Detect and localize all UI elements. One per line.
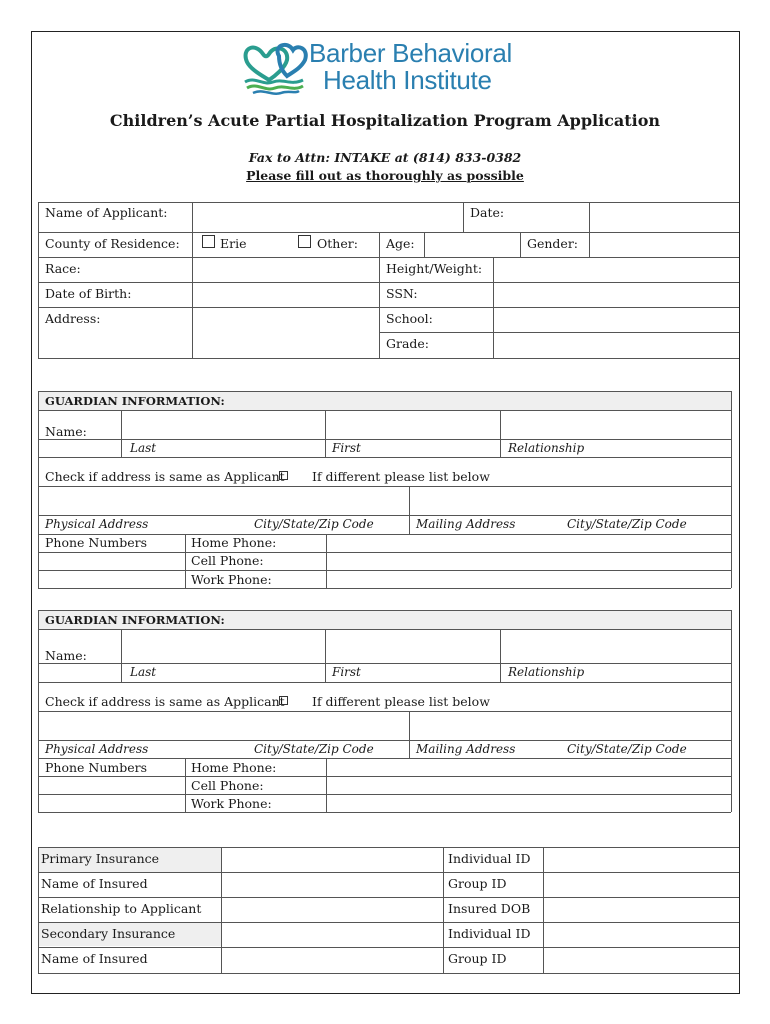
table-line	[38, 588, 731, 589]
home-phone-label: Home Phone:	[191, 760, 277, 775]
first-label: First	[332, 441, 361, 455]
table-line	[38, 358, 739, 359]
table-line	[379, 232, 380, 358]
table-line	[325, 629, 326, 682]
race-label: Race:	[45, 261, 81, 276]
table-line	[38, 570, 731, 571]
same-address-checkbox[interactable]	[279, 471, 288, 480]
relationship-label: Relationship	[508, 665, 585, 679]
table-line	[38, 282, 739, 283]
table-line	[38, 515, 731, 516]
table-line	[38, 973, 739, 974]
other-checkbox[interactable]	[298, 235, 311, 248]
insurance-label: Insured DOB	[448, 901, 531, 916]
table-line	[38, 202, 39, 358]
fill-instructions: Please fill out as thoroughly as possible	[246, 168, 524, 183]
physical-address-label: Physical Address	[45, 742, 149, 756]
table-line	[38, 663, 731, 664]
city-state-zip-label: City/State/Zip Code	[567, 742, 687, 756]
city-state-zip-label: City/State/Zip Code	[567, 517, 687, 531]
if-different-label: If different please list below	[312, 694, 490, 709]
if-different-label: If different please list below	[312, 469, 490, 484]
height-weight-label: Height/Weight:	[386, 261, 483, 276]
table-line	[38, 410, 731, 411]
insurance-label: Group ID	[448, 951, 507, 966]
same-address-checkbox[interactable]	[279, 696, 288, 705]
table-line	[38, 391, 39, 588]
cell-phone-label: Cell Phone:	[191, 778, 264, 793]
table-line	[38, 307, 739, 308]
grade-label: Grade:	[386, 336, 430, 351]
table-line	[38, 847, 739, 848]
institute-name	[309, 40, 512, 94]
mailing-address-label: Mailing Address	[416, 742, 516, 756]
guardian-name-label: Name:	[45, 648, 87, 663]
date-label: Date:	[470, 205, 505, 220]
table-line	[185, 758, 186, 812]
table-line	[185, 534, 186, 588]
table-line	[38, 758, 731, 759]
gender-label: Gender:	[527, 236, 579, 251]
insurance-label: Individual ID	[448, 926, 531, 941]
table-line	[500, 410, 501, 457]
fax-instructions: Fax to Attn: INTAKE at (814) 833-0382	[248, 150, 522, 165]
table-line	[38, 202, 739, 203]
table-line	[38, 812, 731, 813]
relationship-label: Relationship	[508, 441, 585, 455]
same-address-label: Check if address is same as Applicant	[45, 694, 285, 709]
table-line	[38, 922, 739, 923]
table-line	[38, 740, 731, 741]
ssn-label: SSN:	[386, 286, 418, 301]
table-line	[326, 758, 327, 812]
same-address-label: Check if address is same as Applicant	[45, 469, 285, 484]
other-label: Other:	[317, 236, 358, 251]
city-state-zip-label: City/State/Zip Code	[254, 742, 374, 756]
table-line	[38, 457, 731, 458]
institute-logo	[241, 40, 541, 100]
table-line	[192, 202, 193, 358]
table-line	[38, 439, 731, 440]
guardian-header: GUARDIAN INFORMATION:	[45, 394, 225, 408]
guardian-header: GUARDIAN INFORMATION:	[45, 613, 225, 627]
table-line	[589, 202, 590, 232]
table-line	[38, 711, 731, 712]
table-line	[409, 486, 410, 534]
physical-address-label: Physical Address	[45, 517, 149, 531]
table-line	[38, 232, 739, 233]
table-line	[38, 610, 731, 611]
table-line	[38, 257, 739, 258]
insurance-label: Relationship to Applicant	[41, 901, 202, 916]
guardian-name-label: Name:	[45, 424, 87, 439]
table-line	[38, 682, 731, 683]
table-line	[38, 610, 39, 812]
hearts-logo-icon	[241, 40, 309, 96]
dob-label: Date of Birth:	[45, 286, 132, 301]
insurance-label: Primary Insurance	[41, 851, 160, 866]
insurance-label: Individual ID	[448, 851, 531, 866]
form-title: Children’s Acute Partial Hospitalization Program Application	[109, 111, 661, 130]
table-line	[121, 410, 122, 457]
phone-numbers-label: Phone Numbers	[45, 535, 148, 550]
table-line	[463, 202, 464, 232]
county-label: County of Residence:	[45, 236, 180, 251]
table-line	[424, 232, 425, 257]
table-line	[38, 629, 731, 630]
table-line	[731, 610, 732, 812]
table-line	[38, 794, 731, 795]
table-line	[38, 486, 731, 487]
table-line	[221, 847, 222, 973]
table-line	[38, 872, 739, 873]
table-line	[731, 391, 732, 588]
erie-checkbox[interactable]	[202, 235, 215, 248]
table-line	[589, 232, 590, 257]
table-line	[38, 391, 731, 392]
insurance-label: Name of Insured	[41, 876, 148, 891]
table-line	[520, 232, 521, 257]
table-line	[38, 552, 731, 553]
last-label: Last	[130, 441, 157, 455]
cell-phone-label: Cell Phone:	[191, 553, 264, 568]
table-line	[326, 534, 327, 588]
insurance-label: Name of Insured	[41, 951, 148, 966]
table-line	[409, 711, 410, 758]
erie-label: Erie	[220, 236, 247, 251]
work-phone-label: Work Phone:	[191, 796, 272, 811]
table-line	[38, 947, 739, 948]
table-line	[38, 847, 39, 973]
phone-numbers-label: Phone Numbers	[45, 760, 148, 775]
table-line	[325, 410, 326, 457]
insurance-label: Group ID	[448, 876, 507, 891]
work-phone-label: Work Phone:	[191, 572, 272, 587]
table-line	[500, 629, 501, 682]
table-line	[38, 776, 731, 777]
table-line	[379, 332, 739, 333]
table-line	[543, 847, 544, 973]
table-line	[121, 629, 122, 682]
institute-name-line2: Health Institute	[323, 65, 492, 95]
city-state-zip-label: City/State/Zip Code	[254, 517, 374, 531]
last-label: Last	[130, 665, 157, 679]
first-label: First	[332, 665, 361, 679]
institute-name-line1: Barber Behavioral	[309, 38, 513, 68]
table-line	[443, 847, 444, 973]
address-label: Address:	[45, 311, 101, 326]
table-line	[493, 257, 494, 358]
age-label: Age:	[386, 236, 415, 251]
applicant-name-label: Name of Applicant:	[45, 205, 168, 220]
insurance-label: Secondary Insurance	[41, 926, 176, 941]
school-label: School:	[386, 311, 433, 326]
mailing-address-label: Mailing Address	[416, 517, 516, 531]
table-line	[38, 897, 739, 898]
home-phone-label: Home Phone:	[191, 535, 277, 550]
